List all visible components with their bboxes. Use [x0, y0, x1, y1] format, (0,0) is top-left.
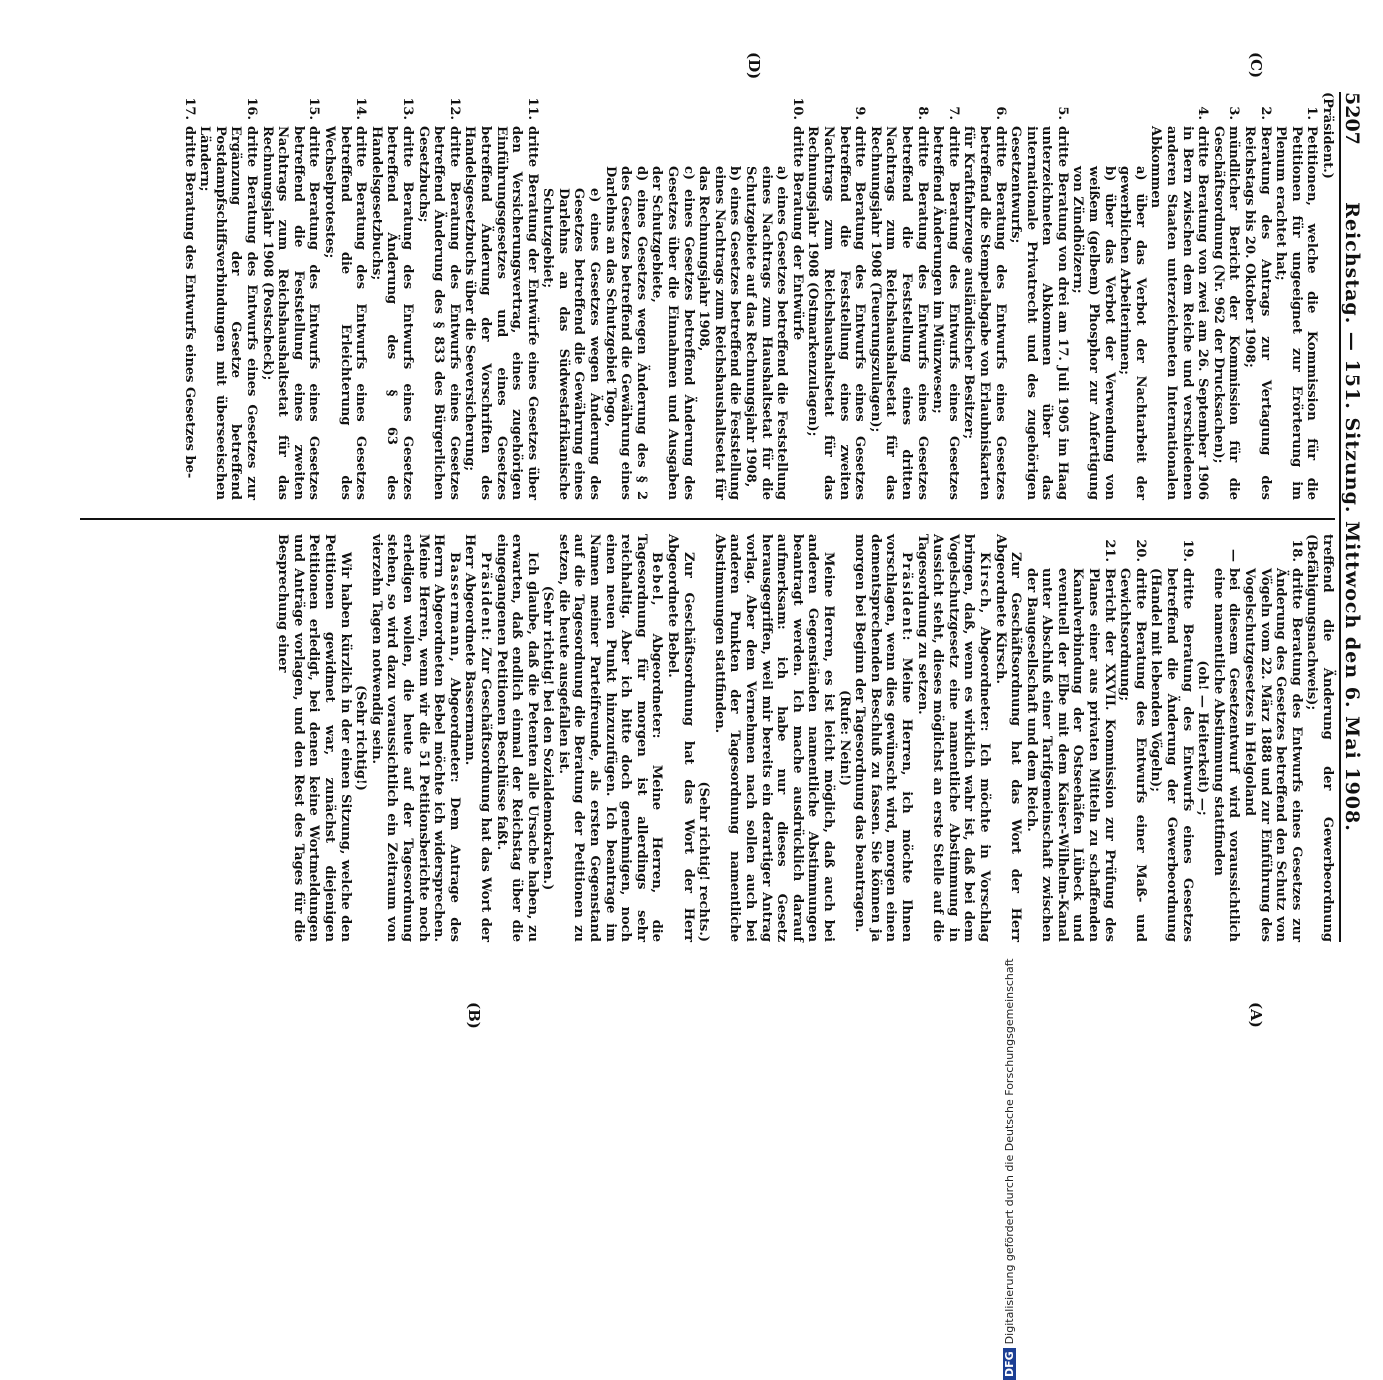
agenda-item: [1070, 132, 1117, 500]
agenda-item-text: Beratung des Antrags zur Vertagung des Reichstags bis 20. Oktober 1908;: [1242, 126, 1273, 500]
paragraph: Wir haben kürzlich in der einen Sitzung, welche den Petitionen gewidmet war, zunächst diejenigen Petitionen erledigt, bei denen keine Wortmeldungen und Anträge vorlagen, und den Rest des Tages für die Besprechung einer: [275, 534, 353, 942]
agenda-item-number: [649, 132, 696, 166]
agenda-item: [415, 92, 462, 500]
digitization-credit: [1003, 380, 1016, 1380]
agenda-item-text: mündlicher Bericht der Kommission für die Geschäftsordnung (Nr. 962 der Drucksachen);: [1210, 126, 1242, 500]
agenda-item: [696, 132, 743, 500]
agenda-item: [1148, 534, 1195, 942]
agenda-item-text: dritte Beratung des Entwurfs einer Maß- und Gewichtsordnung;: [1117, 568, 1148, 942]
agenda-item-text: c) eines Gesetzes betreffend Änderung des Gesetzes über die Einnahmen und Ausgaben der Schutzgebiete,: [649, 166, 696, 500]
agenda-item-number: [1117, 132, 1148, 166]
agenda-item-text: dritte Beratung des Entwurfs eines Gesetzes betreffend die Erleichterung des Wechselprotestes;: [322, 126, 369, 500]
speech-kirsch: [914, 534, 992, 942]
agenda-item-number: 18.: [1288, 539, 1304, 562]
speech-text: Meine Herren, ich möchte Ihnen vorschlagen, wenn dies gewünscht wird, morgen einen dementsprechenden Beschluß zu fassen. Sie können ja morgen bei Beginn der Tagesordnung das beantragen.: [852, 534, 914, 942]
margin-mark-d: (D): [745, 52, 763, 80]
agenda-item-text: b) eines Gesetzes betreffend die Feststellung eines Nachtrags zum Reichshaushaltsetat für das Rechnungsjahr 1908,: [696, 166, 743, 500]
agenda-item: [930, 92, 961, 500]
speaker-intro: (Präsident.): [1320, 92, 1335, 179]
agenda-item-number: 2.: [1257, 106, 1273, 120]
paragraph: Meine Herren, es ist leicht möglich, daß auch bei anderen Gegenständen namentliche Abstimmungen beantragt werden. Ich mache ausdrücklich darauf aufmerksam: ich habe nur dieses Gesetz herausgegriffen, weil mir bereits ein derartiger Antrag vorlag. Aber dem Vernehmen nach sollen auch bei anderen Punkten der Tagesordnung namentliche Abstimmungen stattfinden.: [711, 534, 836, 942]
agenda-item: [1117, 534, 1148, 942]
agenda-item-text: Bericht der XXVII. Kommission zur Prüfung des Planes einer aus privaten Mitteln zu schaffenden Kanalverbindung der Ostseehäfen Lübeck und eventuell der Elbe mit dem Kaiser-Wilhelm-Kanal unter Abschluß einer Tarifgemeinschaft zwischen der Baugesellschaft und dem Reich.: [1023, 568, 1117, 942]
speech-bebel: [555, 534, 664, 942]
agenda-item-number: —: [1226, 549, 1242, 562]
agenda-item-text: dritte Beratung des Entwurfs eines Gesetzes betreffend die Stempelabgabe von Erlaubniskarten für Kraftfahrzeuge ausländischer Besitzer;: [961, 126, 1008, 500]
agenda-item-number: 11.: [524, 97, 540, 120]
agenda-item-number: 15.: [306, 97, 322, 120]
agenda-item-number: 20.: [1132, 539, 1148, 562]
agenda-item: [1117, 132, 1148, 500]
agenda-items-right: [1210, 534, 1304, 942]
agenda-item: [462, 92, 540, 500]
margin-mark-a: (A): [1247, 1002, 1265, 1028]
agenda-item-text: dritte Beratung des Entwurfs eines Gesetzes betreffend die Feststellung eines dritten Nachtrags zum Reichshaushaltsetat für das Rechnungsjahr 1908 (Teuerungszulagen);: [867, 126, 930, 500]
agenda-item-number: 8.: [914, 106, 930, 120]
agenda-item-number: [1070, 132, 1117, 166]
agenda-item: [649, 132, 696, 500]
agenda-item-text: dritte Beratung des Entwurfs eines Gesetzes zur Ergänzung der Gesetze betreffend Postdampfschiffsverbindungen mit überseeischen Ländern;: [197, 126, 260, 500]
agenda-item-number: 19.: [1179, 539, 1195, 562]
agenda-item-text: dritte Beratung des Entwurfs eines Gesetzes be-: [181, 126, 197, 479]
interjection: (Sehr richtig! rechts.): [696, 781, 712, 942]
page-number: 5207: [1341, 92, 1363, 145]
agenda-item-text: a) über das Verbot der Nachtarbeit der gewerblichen Arbeiterinnen;: [1117, 166, 1148, 500]
interjection: (oh! — Heiterkeit) —;: [1195, 660, 1211, 816]
agenda-item: [1273, 92, 1320, 500]
agenda-item-text: dritte Beratung von zwei am 26. September 1906 in Bern zwischen dem Reiche und verschiedenen anderen Staaten unterzeichneten Internationalen Abkommen: [1148, 126, 1211, 500]
agenda-item: [540, 154, 602, 500]
agenda-item-number: [696, 132, 743, 166]
agenda-item-number: 10.: [789, 97, 805, 120]
left-column: [181, 92, 1335, 500]
agenda-item: [1148, 92, 1210, 500]
agenda-item-text: bei diesem Gesetzentwurf wird voraussichtlich eine namentliche Abstimmung stattfinden: [1210, 568, 1242, 942]
agenda-item-number: 3.: [1226, 106, 1242, 120]
agenda-item: [867, 92, 929, 500]
agenda-item-text: dritte Beratung der Entwürfe eines Gesetzes über den Versicherungsvertrag, eines zugehörigen Einführungsgesetzes und eines Gesetzes betreffend Änderung der Vorschriften des Handelsgesetzbuchs über die Seeversicherung;: [462, 126, 540, 500]
agenda-item-number: 4.: [1195, 106, 1211, 120]
interjection: (Rufe: Nein!): [836, 690, 852, 786]
agenda-item: [197, 92, 259, 500]
agenda-item-number: 9.: [852, 106, 868, 120]
agenda-item-number: 6.: [992, 106, 1008, 120]
agenda-item: [961, 92, 1008, 500]
agenda-item: [742, 132, 789, 500]
agenda-item-text: e) eines Gesetzes wegen Änderung des Gesetzes betreffend die Gewährung eines Darlehns an das Südwestafrikanische Schutzgebiet;: [540, 188, 603, 500]
paragraph: Zur Geschäftsordnung hat das Wort der Herr Abgeordnete Kirsch.: [992, 534, 1024, 942]
agenda-item: [1008, 92, 1070, 500]
speaker-name: Kirsch,: [976, 552, 992, 615]
paragraph: Ich glaube, daß die Petenten alle Ursache haben, zu erwarten, daß endlich einmal der Reichstag über die eingegangenen Petitionen Beschlüsse faßt.: [493, 534, 540, 942]
agenda-item-text: dritte Beratung des Entwurfs eines Gesetzes betreffend die Feststellung eines zweiten Nachtrags zum Reichshaushaltsetat für das Rechnungsjahr 1908 (Postscheck);: [259, 126, 322, 500]
right-column: [275, 534, 1335, 942]
agenda-item: [1241, 92, 1272, 500]
agenda-item: [1210, 534, 1241, 942]
agenda-item: [602, 132, 649, 500]
speaker-name: Bebel,: [649, 552, 665, 608]
speech-president: [852, 534, 914, 942]
interjection: (Sehr richtig!): [353, 685, 369, 791]
agenda-item: [181, 92, 197, 500]
speaker-name: Präsident:: [898, 552, 914, 642]
speech-text: Zur Geschäftsordnung hat das Wort der Herr Abgeordnete Bassermann.: [462, 534, 493, 942]
agenda-item: [259, 92, 321, 500]
agenda-item-text: dritte Beratung des Entwurfs eines Gesetzes betreffend Änderungen im Münzwesen;: [930, 126, 961, 500]
margin-mark-c: (C): [1247, 52, 1265, 79]
speech-president: [462, 534, 493, 942]
agenda-item-text: Petitionen, welche die Kommission für die Petitionen für ungeeignet zur Erörterung im Plenum erachtet hat;: [1273, 126, 1320, 500]
credit-text: Digitalisierung gefördert durch die Deutsche Forschungsgemeinschaft: [1003, 958, 1016, 1345]
running-title: Reichstag. — 151. Sitzung. Mittwoch den 6. Mai 1908.: [1341, 202, 1363, 832]
speaker-name: Präsident:: [477, 552, 493, 642]
agenda-item-text: dritte Beratung von drei am 17. Juli 1905 im Haag unterzeichneten Abkommen über das internationale Privatrecht und des zugehörigen Gesetzentwurfs;: [1008, 126, 1070, 500]
agenda-item-text: a) eines Gesetzes betreffend die Feststellung eines Nachtrags zum Haushaltsetat für die Schutzgebiete auf das Rechnungsjahr 1908,: [743, 166, 790, 500]
agenda-item-number: [540, 154, 602, 188]
agenda-item-number: [602, 132, 649, 166]
margin-mark-b: (B): [465, 1002, 483, 1029]
agenda-item-number: 1.: [1304, 106, 1320, 120]
agenda-item-text: b) über das Verbot der Verwendung von weißem (gelbem) Phosphor zur Anfertigung von Zündhölzern;: [1070, 166, 1117, 500]
speech-text: Abgeordneter: Meine Herren, die Tagesordnung für morgen ist allerdings sehr reichhaltig. Aber ich bitte doch genehmigen, noch einen neuen Punkt hinzuzufügen. Ich beantrage im Namen meiner Parteifreunde, als ersten Gegenstand auf die Tagesordnung die Beratung der Petitionen zu setzen, die heute ausgefallen ist.: [555, 534, 665, 942]
column-divider: [80, 518, 1335, 520]
agenda-item-text: dritte Beratung der Entwürfe: [789, 126, 805, 341]
agenda-item-number: 7.: [945, 106, 961, 120]
agenda-item: [805, 92, 867, 500]
speech-text: Abgeordneter: Ich möchte in Vorschlag bringen, daß, wenn es wirklich wahr ist, daß bei dem Vogelschutzgesetz eine namentliche Abstimmung in Aussicht steht, dieses möglichst an erste Stelle auf die Tagesordnung zu setzen.: [914, 534, 992, 942]
dfg-logo: DFG: [1003, 1348, 1016, 1380]
agenda-item-text: d) eines Gesetzes wegen Änderung des § 2 des Gesetzes betreffend die Gewährung eines Darlehns an das Schutzgebiet Togo,: [602, 166, 649, 500]
agenda-item-number: 16.: [244, 97, 260, 120]
agenda-item-text: dritte Beratung des Entwurfs eines Gesetzes zur Änderung des Gesetzes betreffend den Schutz von Vögeln vom 22. März 1888 und zur Einführung des Vogelschutzgesetzes in Helgoland: [1242, 568, 1304, 942]
page-header: [1339, 92, 1363, 942]
agenda-item-text: dritte Beratung des Entwurfs eines Gesetzes betreffend Änderung des § 833 des Bürgerlichen Gesetzbuchs;: [415, 126, 462, 500]
agenda-item: [1241, 534, 1303, 942]
agenda-item: [321, 92, 368, 500]
agenda-item-number: 12.: [446, 97, 462, 120]
agenda-item-number: 13.: [399, 97, 415, 120]
agenda-item: [368, 92, 415, 500]
agenda-item-number: 14.: [353, 97, 369, 120]
agenda-item-number: 5.: [1054, 106, 1070, 120]
agenda-item-text: dritte Beratung des Entwurfs eines Gesetzes betreffend Änderung des § 63 des Handelsgesetzbuchs;: [368, 126, 415, 500]
interjection: (Sehr richtig! bei den Sozialdemokraten.): [540, 585, 556, 891]
agenda-item-text: dritte Beratung des Entwurfs eines Gesetzes betreffend die Änderung der Gewerbeordnung (Handel mit lebenden Vögeln);: [1148, 568, 1195, 942]
continuation-text: treffend die Änderung der Gewerbeordnung (Befähigungsnachweis);: [1304, 534, 1335, 942]
agenda-item-number: 17.: [181, 97, 197, 120]
agenda-item-text: dritte Beratung des Entwurfs eines Gesetzes betreffend die Feststellung eines zweiten Nachtrags zum Reichshaushaltsetat für das Rechnungsjahr 1908 (Ostmarkenzulagen);: [805, 126, 868, 500]
speech-text: Abgeordneter: Dem Antrage des Herrn Abgeordneten Bebel möchte ich widersprechen. Meine Herren, wenn wir die 51 Petitionsberichte noch erledigen wollen, die heute auf der Tagesordnung stehen, so wird dazu voraussichtlich ein Zeitraum von vierzehn Tagen notwendig sein.: [368, 534, 462, 942]
agenda-item-number: 21.: [1101, 539, 1117, 562]
paragraph: Zur Geschäftsordnung hat das Wort der Herr Abgeordnete Bebel.: [665, 534, 696, 942]
agenda-item: [1210, 92, 1241, 500]
speaker-name: Bassermann,: [446, 552, 462, 664]
agenda-item: [1023, 534, 1117, 942]
agenda-item: [789, 92, 805, 500]
agenda-item-number: [742, 132, 789, 166]
agenda-items-right-2: [1023, 534, 1195, 942]
speech-bassermann: [368, 534, 462, 942]
